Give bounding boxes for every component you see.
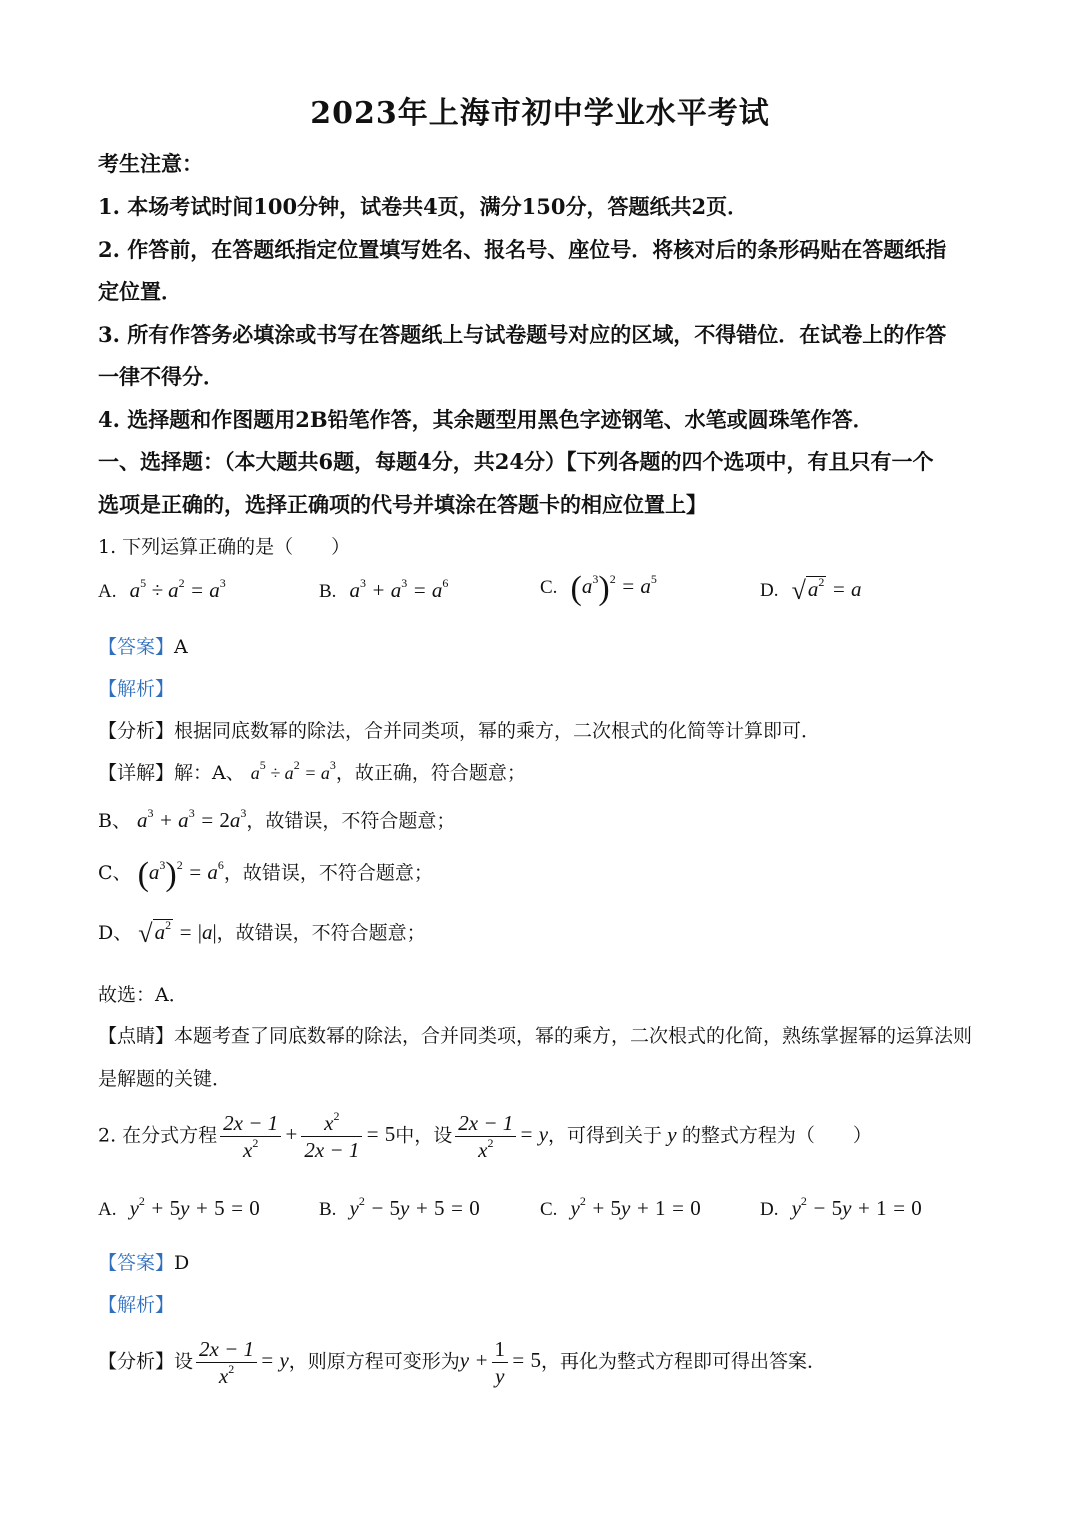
q1-detail-d-formula: $√a^2 = |a|$: [138, 918, 217, 948]
q2-analysis-equation: y + $\frac{1}{y}$ = 5: [459, 1337, 541, 1388]
q2-option-a: [98, 1196, 260, 1221]
q1-option-b-label: B.: [319, 581, 337, 602]
q1-detail-prefix: 解：A、: [174, 762, 245, 784]
q2-option-d-label: D.: [760, 1199, 779, 1220]
q2-option-d: [760, 1196, 922, 1221]
notice-item-3-line2: 一律不得分．: [98, 364, 224, 389]
q1-option-b-formula: $a^3 + a^3 = a^6$: [349, 576, 449, 602]
q2-stem-tail: ，可得到关于: [548, 1124, 663, 1147]
q2-option-c-formula: $y^2 + 5y + 1 = 0$: [570, 1194, 701, 1220]
q1-option-a-formula: $a^5 \div a^2 = a^3$: [129, 576, 226, 602]
q1-option-c-label: C.: [540, 577, 558, 598]
q2-analysis-prefix: 设: [174, 1350, 194, 1373]
q2-stem-prefix: 2. 在分式方程: [98, 1124, 218, 1147]
q1-detail-b-tail: ，故错误，不符合题意；: [246, 810, 456, 832]
q1-comment-line2: 是解题的关键．: [98, 1068, 232, 1090]
page-title: 2023年上海市初中学业水平考试: [310, 96, 770, 131]
notice-item-2-line2: 定位置．: [98, 279, 182, 304]
q2-option-b: [319, 1196, 480, 1221]
q1-option-d: [760, 576, 862, 606]
q1-analysis-tag: 【分析】: [98, 720, 175, 742]
q1-option-b: [319, 578, 448, 603]
q1-stem: 1. 下列运算正确的是（ ）: [98, 536, 351, 558]
q2-option-c-label: C.: [540, 1199, 558, 1220]
q1-answer: [98, 632, 188, 659]
q1-detail-d-prefix: D、: [98, 922, 133, 944]
q1-detail-a-tail: ，故正确，符合题意；: [335, 762, 526, 784]
q1-detail-d-tail: ，故错误，不符合题意；: [216, 922, 426, 944]
q1-analysis: [98, 716, 820, 743]
q1-option-c: [540, 572, 657, 606]
section-heading-line2: 选项是正确的，选择正确项的代号并填涂在答题卡的相应位置上】: [98, 492, 707, 517]
q1-detail-c-prefix: C、: [98, 862, 132, 884]
q2-stem-tail2: 的整式方程为（ ）: [681, 1124, 872, 1147]
q1-detail-c: [98, 858, 433, 892]
q1-comment-tag: 【点睛】: [98, 1025, 175, 1047]
q2-jiexi-tag: 【解析】: [98, 1294, 175, 1316]
q2-stem: [98, 1110, 872, 1163]
q2-substitution: $\frac{2x - 1}{x^2}$ = y: [452, 1122, 548, 1146]
q2-option-a-formula: $y^2 + 5y + 5 = 0$: [129, 1194, 260, 1220]
q2-analysis-mid: ，则原方程可变形为: [288, 1350, 460, 1373]
q1-option-a: [98, 578, 226, 603]
q1-jiexi-tag: 【解析】: [98, 678, 175, 700]
q1-detail-a-formula: $a^5 \div a^2 = a^3$: [250, 758, 336, 783]
q2-option-b-label: B.: [319, 1199, 337, 1220]
q2-option-d-formula: $y^2 - 5y + 1 = 0$: [791, 1194, 922, 1220]
q2-variable: y: [662, 1122, 682, 1147]
q1-detail-b: [98, 806, 455, 833]
notice-item-1: 1. 本场考试时间100分钟，试卷共4页，满分150分，答题纸共2页．: [98, 194, 749, 219]
notice-heading: 考生注意：: [98, 151, 203, 176]
q1-detail-a: [98, 758, 526, 785]
q1-detail-c-formula: $(a^3)^2 = a^6$: [137, 856, 224, 893]
q2-option-b-formula: $y^2 - 5y + 5 = 0$: [349, 1194, 480, 1220]
q2-analysis-tag: 【分析】: [98, 1350, 175, 1373]
q1-choose: 故选：A．: [98, 984, 188, 1006]
q1-answer-tag: 【答案】: [98, 636, 175, 658]
q1-option-c-formula: $(a^3)^2 = a^5$: [570, 570, 657, 607]
q2-stem-mid: 中，设: [395, 1124, 453, 1147]
q2-answer: [98, 1248, 189, 1275]
notice-item-3-line1: 3. 所有作答务必填涂或书写在答题纸上与试卷题号对应的区域，不得错位．在试卷上的作答: [98, 322, 947, 347]
q1-comment-line1: [98, 1021, 972, 1048]
q1-analysis-text: 根据同底数幂的除法，合并同类项，幂的乘方，二次根式的化简等计算即可．: [174, 720, 821, 742]
q1-comment-text: 本题考查了同底数幂的除法，合并同类项，幂的乘方，二次根式的化简，熟练掌握幂的运算法则: [174, 1025, 973, 1047]
q2-analysis-tail: ，再化为整式方程即可得出答案．: [540, 1350, 826, 1373]
q2-analysis-substitution: $\frac{2x - 1}{x^2}$ = y: [193, 1348, 289, 1372]
q1-detail-b-prefix: B、: [98, 810, 131, 832]
q1-detail-c-tail: ，故错误，不符合题意；: [223, 862, 433, 884]
q1-detail-b-formula: $a^3 + a^3 = 2a^3$: [137, 806, 247, 832]
q1-detail-d: [98, 918, 426, 949]
section-heading-line1: 一、选择题：（本大题共6题，每题4分，共24分）【下列各题的四个选项中，有且只有一个: [98, 449, 934, 474]
q2-option-a-label: A.: [98, 1199, 117, 1220]
q2-answer-tag: 【答案】: [98, 1252, 175, 1274]
q1-option-d-formula: $√a^2 = a$: [791, 575, 862, 605]
q1-option-a-label: A.: [98, 581, 117, 602]
q1-detail-tag: 【详解】: [98, 762, 175, 784]
q2-analysis: [98, 1336, 826, 1389]
q2-answer-value: D: [174, 1252, 190, 1274]
q2-equation: $\frac{2x - 1}{x^2}$ + $\frac{x^2}{2x - 1}$ = 5: [217, 1122, 395, 1146]
q2-option-c: [540, 1196, 701, 1221]
notice-item-2-line1: 2. 作答前，在答题纸指定位置填写姓名、报名号、座位号．将核对后的条形码贴在答题纸指: [98, 237, 947, 262]
q1-option-d-label: D.: [760, 580, 779, 601]
notice-item-4: 4. 选择题和作图题用2B铅笔作答，其余题型用黑色字迹钢笔、水笔或圆珠笔作答．: [98, 407, 874, 432]
q1-answer-value: A: [174, 636, 188, 658]
